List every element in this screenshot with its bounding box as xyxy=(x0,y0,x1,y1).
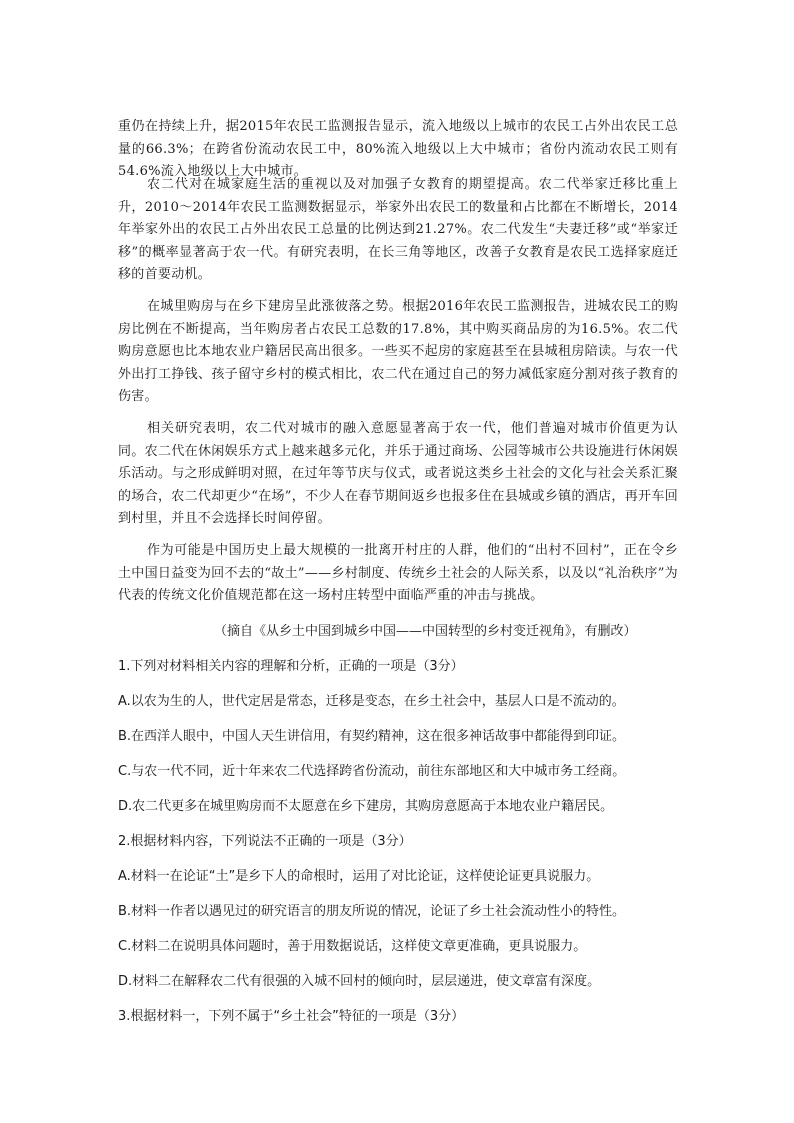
question-2-stem: 2.根据材料内容，下列说法不正确的一项是（3分） xyxy=(118,834,412,849)
question-1-stem: 1.下列对材料相关内容的理解和分析，正确的一项是（3分） xyxy=(118,659,464,674)
paragraph-4: 相关研究表明，农二代对城市的融入意愿显著高于农一代，他们普遍对城市价值更为认同。农二代在休闲娱乐方式上越来越多元化，并乐于通过商场、公园等城市公共设施进行休闲娱乐活动。与之形成鲜明对照，在过年等节庆与仪式，或者说这类乡土社会的文化与社会关系汇聚的场合，农二代却更少“在场”，不少人在春节期间返乡也报多住在县城或乡镇的酒店，再开车回到村里，并且不会选择长时间停留。 xyxy=(118,421,678,526)
paragraph-1: 重仍在持续上升，据2015年农民工监测报告显示，流入地级以上城市的农民工占外出农民工总量的66.3%；在跨省份流动农民工中，80%流入地级以上大中城市；省份内流动农民工则有54.6%流入地级以上大中城市。 xyxy=(118,119,678,179)
paragraph-2: 农二代对在城家庭生活的重视以及对加强子女教育的期望提高。农二代举家迁移比重上升，2010～2014年农民工监测数据显示，举家外出农民工的数量和占比都在不断增长，2014年举家外出的农民工占外出农民工总量的比例达到21.27%。农二代发生“夫妻迁移”或“举家迁移”的概率显著高于农一代。有研究表明，在长三角等地区，改善子女教育是农民工选择家庭迁移的首要动机。 xyxy=(118,177,678,282)
paragraph-3: 在城里购房与在乡下建房呈此涨彼落之势。根据2016年农民工监测报告，进城农民工的购房比例在不断提高，当年购房者占农民工总数的17.8%，其中购买商品房的为16.5%。农二代购房意愿也比本地农业户籍居民高出很多。一些买不起房的家庭甚至在县城租房陪读。与农一代外出打工挣钱、孩子留守乡村的模式相比，农二代在通过自己的努力减低家庭分割对孩子教育的伤害。 xyxy=(118,299,678,404)
question-2-option-a: A.材料一在论证“土”是乡下人的命根时，运用了对比论证，这样使论证更具说服力。 xyxy=(118,869,600,884)
question-1-option-a: A.以农为生的人，世代定居是常态，迁移是变态，在乡土社会中，基层人口是不流动的。 xyxy=(118,694,625,709)
question-3-stem: 3.根据材料一，下列不属于“乡土社会”特征的一项是（3分） xyxy=(118,1009,465,1024)
paragraph-5: 作为可能是中国历史上最大规模的一批离开村庄的人群，他们的“出村不回村”，正在令乡土中国日益变为回不去的“故土”——乡村制度、传统乡土社会的人际关系，以及以“礼治秩序”为代表的传统文化价值规范都在这一场村庄转型中面临严重的冲击与挑战。 xyxy=(118,543,678,603)
question-1-option-d: D.农二代更多在城里购房而不太愿意在乡下建房，其购房意愿高于本地农业户籍居民。 xyxy=(118,799,614,814)
question-1-option-c: C.与农一代不同，近十年来农二代选择跨省份流动，前往东部地区和大中城市务工经商。 xyxy=(118,764,626,779)
question-2-option-b: B.材料一作者以遇见过的研究语言的朋友所说的情况，论证了乡土社会流动性小的特性。 xyxy=(118,904,626,919)
question-2-option-c: C.材料二在说明具体问题时，善于用数据说话，这样使文章更准确，更具说服力。 xyxy=(118,939,587,954)
question-2-option-d: D.材料二在解释农二代有很强的入城不回村的倾向时，层层递进，使文章富有深度。 xyxy=(118,974,601,989)
source-citation: （摘自《从乡土中国到城乡中国——中国转型的乡村变迁视角》，有删改） xyxy=(214,624,637,639)
question-1-option-b: B.在西洋人眼中，中国人天生讲信用，有契约精神，这在很多神话故事中都能得到印证。 xyxy=(118,729,626,744)
